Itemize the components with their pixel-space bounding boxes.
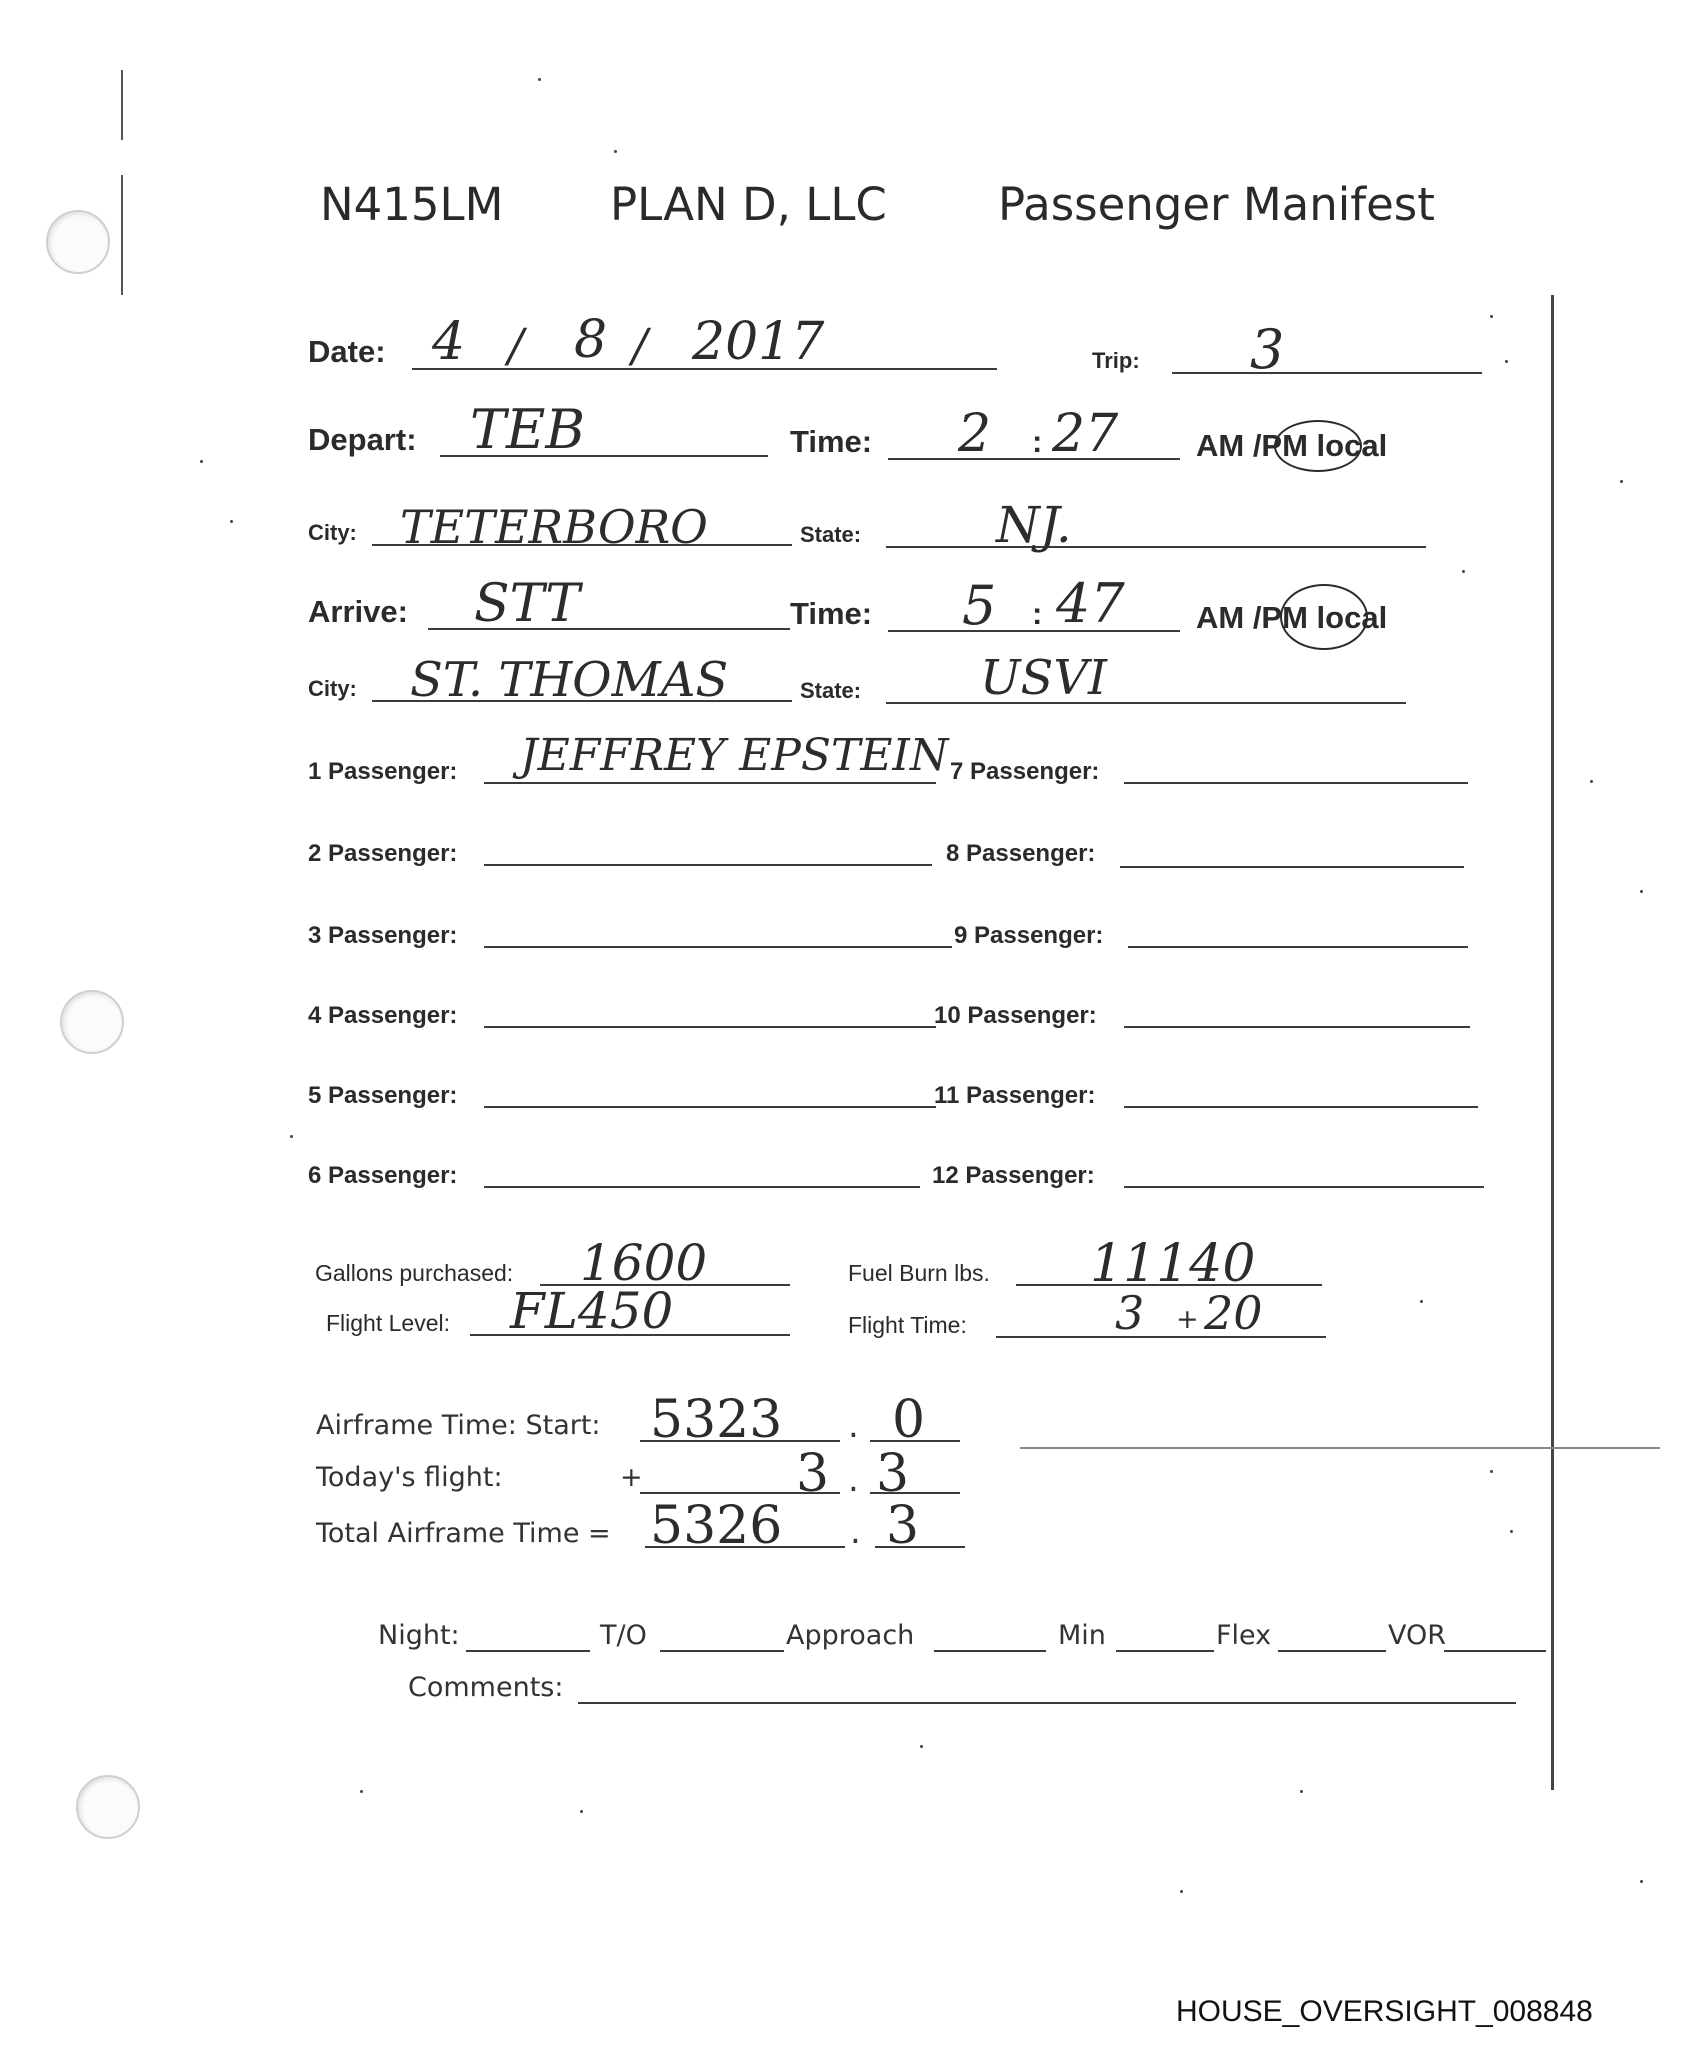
scan-speck (1490, 1470, 1493, 1473)
flight-time-minutes: 20 (1204, 1286, 1263, 1340)
depart-city-label: City: (308, 520, 357, 545)
page-title: Passenger Manifest (998, 178, 1435, 231)
night-underline (466, 1650, 590, 1652)
passenger-9-line (1128, 946, 1468, 948)
scan-speck (538, 78, 541, 81)
date-month-value: 4 (432, 312, 466, 372)
scan-speck (1420, 1300, 1423, 1303)
scan-speck (200, 460, 203, 463)
scan-speck (1510, 1530, 1513, 1533)
flex-underline (1278, 1650, 1386, 1652)
arrive-state-value: USVI (980, 650, 1107, 706)
passenger-7-line (1124, 782, 1468, 784)
scan-speck (1620, 480, 1623, 483)
scan-speck (230, 520, 233, 523)
scan-speck (1300, 1790, 1303, 1793)
passenger-12-label: 12 Passenger: (932, 1162, 1095, 1189)
min-underline (1116, 1650, 1214, 1652)
total-airframe-decimal: . (850, 1512, 861, 1552)
depart-label: Depart: (308, 422, 417, 457)
date-separator-2: / (632, 318, 648, 372)
passenger-4-label: 4 Passenger: (308, 1002, 458, 1029)
todays-flight-tenths: 3 (876, 1444, 910, 1504)
arrive-time-hour: 5 (962, 574, 997, 637)
depart-time-label: Time: (790, 424, 873, 459)
depart-state-underline (886, 546, 1426, 548)
scan-edge-line-left (121, 70, 123, 140)
arrive-state-label: State: (800, 678, 862, 703)
scan-speck (1462, 570, 1465, 573)
scan-speck (580, 1810, 583, 1813)
arrive-state-underline (886, 702, 1406, 704)
todays-flight-plus: + (620, 1462, 643, 1493)
scan-edge-line-right (1551, 295, 1554, 1790)
passenger-11-line (1124, 1106, 1478, 1108)
passenger-8-line (1120, 866, 1464, 868)
scan-speck (920, 1745, 923, 1748)
todays-flight-decimal: . (848, 1460, 859, 1500)
to-underline (660, 1650, 784, 1652)
passenger-2-label: 2 Passenger: (308, 840, 458, 867)
approach-underline (934, 1650, 1046, 1652)
airframe-start-decimal: . (848, 1406, 859, 1446)
airframe-start-tenths: 0 (892, 1390, 926, 1450)
fuel-burn-label: Fuel Burn lbs. (848, 1260, 990, 1286)
gallons-label: Gallons purchased: (315, 1260, 514, 1286)
passenger-5-line (484, 1106, 936, 1108)
flex-label: Flex (1216, 1620, 1272, 1651)
scan-speck (290, 1135, 293, 1138)
total-airframe-tenths: 3 (886, 1496, 920, 1556)
arrive-pm-circle (1280, 584, 1368, 650)
passenger-7-label: 7 Passenger: (950, 758, 1100, 785)
approach-label: Approach (786, 1620, 915, 1651)
passenger-8-label: 8 Passenger: (946, 840, 1096, 867)
depart-state-label: State: (800, 522, 862, 547)
todays-flight-value: 3 (796, 1444, 830, 1504)
scan-speck (1640, 890, 1643, 893)
arrive-label: Arrive: (308, 594, 408, 629)
todays-flight-label: Today's flight: (316, 1462, 503, 1493)
scan-speck (1590, 780, 1593, 783)
depart-state-value: NJ. (996, 496, 1072, 554)
vor-label: VOR (1388, 1620, 1447, 1651)
trip-underline (1172, 372, 1482, 374)
binder-hole-top (46, 210, 110, 274)
depart-time-colon: : (1032, 424, 1043, 459)
arrive-time-label: Time: (790, 596, 873, 631)
passenger-11-label: 11 Passenger: (934, 1082, 1096, 1109)
scan-speck (1490, 315, 1493, 318)
depart-city-value: TETERBORO (400, 500, 708, 554)
flight-time-hours: 3 (1115, 1286, 1145, 1340)
total-airframe-value: 5326 (650, 1496, 783, 1556)
arrive-airport-value: STT (474, 574, 580, 634)
night-label: Night: (378, 1620, 460, 1651)
total-airframe-label: Total Airframe Time = (316, 1518, 611, 1549)
gallons-value: 1600 (580, 1234, 708, 1292)
arrive-am-pm-local: AM /PM local (1196, 600, 1388, 635)
comments-label: Comments: (408, 1672, 564, 1703)
comments-underline (578, 1702, 1516, 1704)
arrive-city-value: ST. THOMAS (410, 652, 729, 708)
flight-time-underline (996, 1336, 1326, 1338)
passenger-4-line (484, 1026, 936, 1028)
binder-hole-middle (60, 990, 124, 1054)
binder-hole-bottom (76, 1775, 140, 1839)
scan-edge-line-left-2 (121, 175, 123, 295)
arrive-time-minute: 47 (1056, 572, 1125, 635)
depart-time-minute: 27 (1052, 404, 1119, 464)
depart-airport-value: TEB (470, 398, 586, 461)
flight-time-label: Flight Time: (848, 1312, 967, 1338)
passenger-10-line (1124, 1026, 1470, 1028)
flight-time-plus: + (1176, 1304, 1199, 1335)
vor-underline (1444, 1650, 1546, 1652)
depart-pm-circle (1274, 420, 1362, 472)
depart-time-hour: 2 (958, 404, 992, 464)
passenger-12-line (1124, 1186, 1484, 1188)
depart-am-pm-local: AM /PM local (1196, 428, 1388, 463)
airframe-start-label: Airframe Time: Start: (316, 1410, 601, 1441)
scan-speck (1505, 360, 1508, 363)
trip-value: 3 (1250, 318, 1285, 381)
trip-label: Trip: (1092, 348, 1140, 373)
tail-number: N415LM (320, 178, 504, 231)
scan-speck (1180, 1890, 1183, 1893)
passenger-5-label: 5 Passenger: (308, 1082, 458, 1109)
scan-speck (1640, 1880, 1643, 1883)
passenger-1-name: JEFFREY EPSTEIN (520, 730, 949, 781)
passenger-6-label: 6 Passenger: (308, 1162, 458, 1189)
passenger-1-label: 1 Passenger: (308, 758, 458, 785)
passenger-1-line (484, 782, 936, 784)
passenger-9-label: 9 Passenger: (954, 922, 1104, 949)
company-name: PLAN D, LLC (610, 178, 887, 231)
passenger-3-label: 3 Passenger: (308, 922, 458, 949)
flight-level-value: FL450 (510, 1282, 674, 1340)
fuel-burn-value: 11140 (1090, 1234, 1256, 1294)
date-year-value: 2017 (692, 312, 825, 372)
passenger-10-label: 10 Passenger: (934, 1002, 1097, 1029)
passenger-3-line (484, 946, 952, 948)
scan-speck (360, 1790, 363, 1793)
arrive-city-label: City: (308, 676, 357, 701)
scan-speck (614, 150, 617, 153)
scan-edge-line-horizontal (1020, 1447, 1660, 1449)
min-label: Min (1058, 1620, 1106, 1651)
date-day-value: 8 (574, 310, 608, 370)
date-separator-1: / (508, 318, 524, 372)
passenger-6-line (484, 1186, 920, 1188)
bates-number: HOUSE_OVERSIGHT_008848 (1176, 1995, 1593, 2028)
airframe-start-value: 5323 (650, 1390, 783, 1450)
arrive-time-colon: : (1032, 596, 1043, 631)
date-label: Date: (308, 334, 386, 369)
flight-level-label: Flight Level: (326, 1310, 451, 1336)
passenger-2-line (484, 864, 932, 866)
to-label: T/O (600, 1620, 647, 1651)
